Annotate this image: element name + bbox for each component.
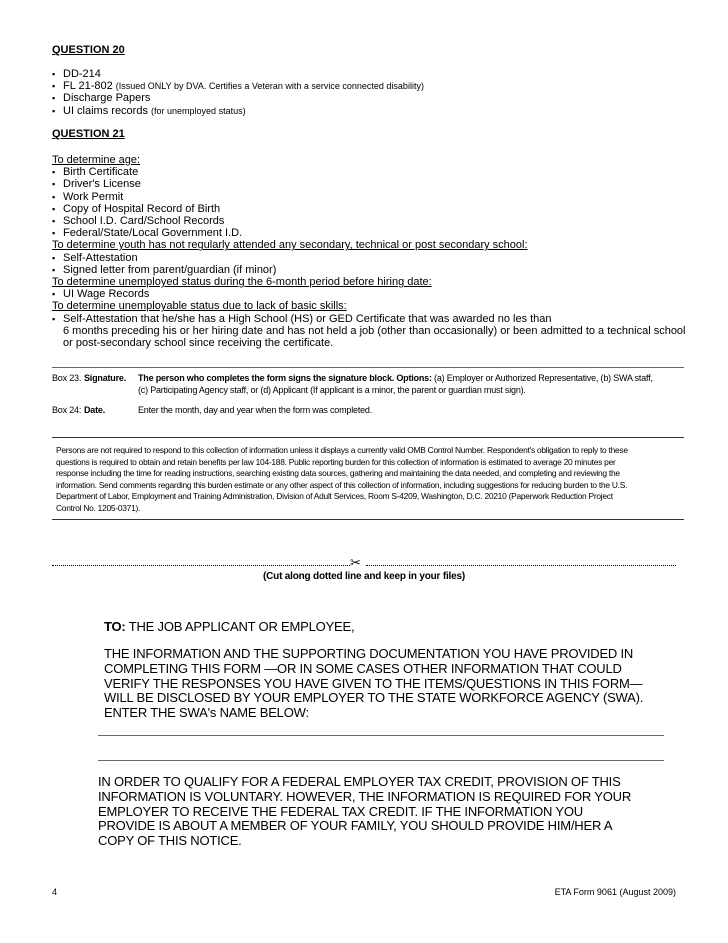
- disclosure-line: COMPLETING THIS FORM —OR IN SOME CASES OTHER INFORMATION THAT COULD: [104, 660, 622, 676]
- item-text: FL 21-802: [63, 80, 116, 93]
- list-item: [52, 191, 686, 203]
- question-20-title: QUESTION 20: [52, 44, 125, 56]
- box-23-name: Signature.: [84, 373, 127, 383]
- swa-name-field-line-1[interactable]: [98, 735, 664, 736]
- disclosure-line: ENTER THE SWA's NAME BELOW:: [104, 705, 309, 721]
- item-note: (Issued ONLY by DVA. Certifies a Veteran with a service connected disability): [115, 81, 424, 92]
- list-item: [52, 92, 424, 104]
- item-continuation: 6 months preceding his or her hiring date and has not held a job (other than occasionally) or been admitted to a technical school: [63, 324, 686, 337]
- scissors-icon: ✂: [350, 555, 361, 570]
- bullet-icon: ▪: [52, 228, 56, 239]
- cut-line-left: [52, 565, 350, 566]
- age-heading: To determine age:: [52, 154, 141, 166]
- list-item: [52, 252, 686, 264]
- notice-top-rule: [52, 437, 684, 438]
- question-20-list: [52, 68, 424, 117]
- list-item: [52, 166, 686, 178]
- item-text: Federal/State/Local Government I.D.: [63, 227, 243, 240]
- list-item: [52, 178, 686, 190]
- item-text: Self-Attestation that he/she has a High School (HS) or GED Certificate that was awarded no les than: [63, 312, 552, 325]
- box-24-name: Date.: [84, 405, 106, 415]
- bullet-icon: ▪: [52, 203, 56, 214]
- item-text: UI Wage Records: [63, 288, 150, 301]
- to-text: THE JOB APPLICANT OR EMPLOYEE,: [125, 619, 355, 634]
- notice-line: IN ORDER TO QUALIFY FOR A FEDERAL EMPLOYER TAX CREDIT, PROVISION OF THIS: [98, 774, 621, 789]
- cut-line-right: [366, 565, 676, 566]
- bullet-icon: ▪: [52, 105, 56, 116]
- to-line: [104, 620, 354, 635]
- disclosure-line: WILL BE DISCLOSED BY YOUR EMPLOYER TO THE STATE WORKFORCE AGENCY (SWA).: [104, 690, 644, 706]
- bullet-icon: ▪: [52, 81, 56, 92]
- item-text: Birth Certificate: [63, 166, 139, 179]
- list-item: [52, 105, 424, 117]
- notice-bottom-rule: [52, 519, 684, 520]
- box-24-text: Enter the month, day and year when the form was completed.: [138, 405, 373, 415]
- bullet-icon: ▪: [52, 252, 56, 263]
- bullet-icon: ▪: [52, 69, 56, 79]
- notice-line: COPY OF THIS NOTICE.: [98, 833, 242, 849]
- item-text: Driver's License: [63, 178, 141, 191]
- notice-line: Department of Labor, Employment and Training Administration, Division of Adult Services, Room S-4209, Washington, D.C. 20210 (Paperwork Reduction Project: [56, 491, 613, 502]
- notice-line: Control No. 1205-0371).: [56, 502, 141, 513]
- question-21-title: QUESTION 21: [52, 128, 125, 140]
- form-id: ETA Form 9061 (August 2009): [554, 887, 676, 897]
- youth-heading: To determine youth has not regularly attended any secondary, technical or post secondary school:: [52, 239, 528, 252]
- list-item: [52, 203, 686, 215]
- bullet-icon: ▪: [52, 93, 56, 104]
- bullet-icon: ▪: [52, 289, 56, 300]
- list-item: [52, 313, 686, 325]
- list-item: [52, 227, 686, 239]
- notice-line: information. Send comments regarding this burden estimate or any other aspect of this collection of information, including suggestions for reducing burden to the U.S.: [56, 479, 628, 490]
- item-text: Work Permit: [63, 190, 124, 203]
- page-number: 4: [52, 887, 58, 897]
- notice-line: response including the time for reading instructions, searching existing data sources, gathering and maintaining the data needed, and completing and reviewing the: [56, 468, 620, 479]
- question-21-list: [52, 154, 686, 349]
- notice-line: Persons are not required to respond to this collection of information unless it displays a currently valid OMB Control Number. Respondent's obligation to reply to these: [56, 445, 628, 455]
- swa-name-field-line-2[interactable]: [98, 760, 664, 761]
- list-item: [52, 68, 424, 80]
- box-23-label: Box 23.: [52, 373, 82, 383]
- item-text: Copy of Hospital Record of Birth: [63, 202, 221, 215]
- section-divider: [52, 367, 684, 368]
- item-note: (for unemployed status): [151, 105, 246, 116]
- notice-line: PROVIDE IS ABOUT A MEMBER OF YOUR FAMILY, YOU SHOULD PROVIDE HIM/HER A: [98, 818, 613, 834]
- swa-disclosure: [104, 647, 643, 721]
- item-text: UI claims records: [63, 104, 152, 117]
- bullet-icon: ▪: [52, 179, 56, 190]
- paperwork-notice: [56, 445, 628, 515]
- item-text: Signed letter from parent/guardian (if minor): [63, 263, 277, 276]
- notice-line: EMPLOYER TO RECEIVE THE FEDERAL TAX CREDIT. IF THE INFORMATION YOU: [98, 803, 583, 819]
- item-text: DD-214: [63, 68, 101, 80]
- bullet-icon: ▪: [52, 313, 56, 324]
- skills-heading: To determine unemployable status due to lack of basic skills:: [52, 300, 347, 313]
- box-23-bold-text: The person who completes the form signs the signature block. Options:: [138, 373, 432, 383]
- bullet-icon: ▪: [52, 191, 56, 202]
- item-text: School I.D. Card/School Records: [63, 215, 225, 228]
- to-label: TO:: [104, 619, 126, 634]
- notice-line: questions is required to obtain and retain benefits per law 104-188. Public reporting burden for this collection of information is estimated to average 20 minutes per: [56, 456, 616, 467]
- disclosure-line: VERIFY THE RESPONSES YOU HAVE GIVEN TO THE ITEMS/QUESTIONS IN THIS FORM—: [104, 675, 643, 691]
- list-item: [52, 264, 686, 276]
- list-item: [52, 215, 686, 227]
- box-23-line1: (a) Employer or Authorized Representative, (b) SWA staff,: [431, 373, 653, 383]
- unemployed-heading: To determine unemployed status during the 6-month period before hiring date:: [52, 276, 432, 289]
- box-23-text: [138, 373, 653, 383]
- box-24-label: Box 24:: [52, 405, 82, 415]
- bullet-icon: ▪: [52, 264, 56, 275]
- bullet-icon: ▪: [52, 216, 56, 227]
- list-item: [52, 80, 424, 92]
- box-23-line2: (c) Participating Agency staff, or (d) Applicant (If applicant is a minor, the parent or guardian must sign).: [138, 385, 526, 395]
- item-text: Discharge Papers: [63, 92, 151, 105]
- item-continuation: or post-secondary school since receiving the certificate.: [63, 337, 334, 350]
- item-text: Self-Attestation: [63, 251, 138, 264]
- notice-line: INFORMATION IS VOLUNTARY. HOWEVER, THE INFORMATION IS REQUIRED FOR YOUR: [98, 788, 632, 804]
- bullet-icon: ▪: [52, 167, 56, 178]
- disclosure-line: THE INFORMATION AND THE SUPPORTING DOCUMENTATION YOU HAVE PROVIDED IN: [104, 646, 634, 661]
- list-item: [52, 288, 686, 300]
- cut-caption: (Cut along dotted line and keep in your files): [263, 571, 465, 582]
- tax-credit-notice: [98, 775, 631, 849]
